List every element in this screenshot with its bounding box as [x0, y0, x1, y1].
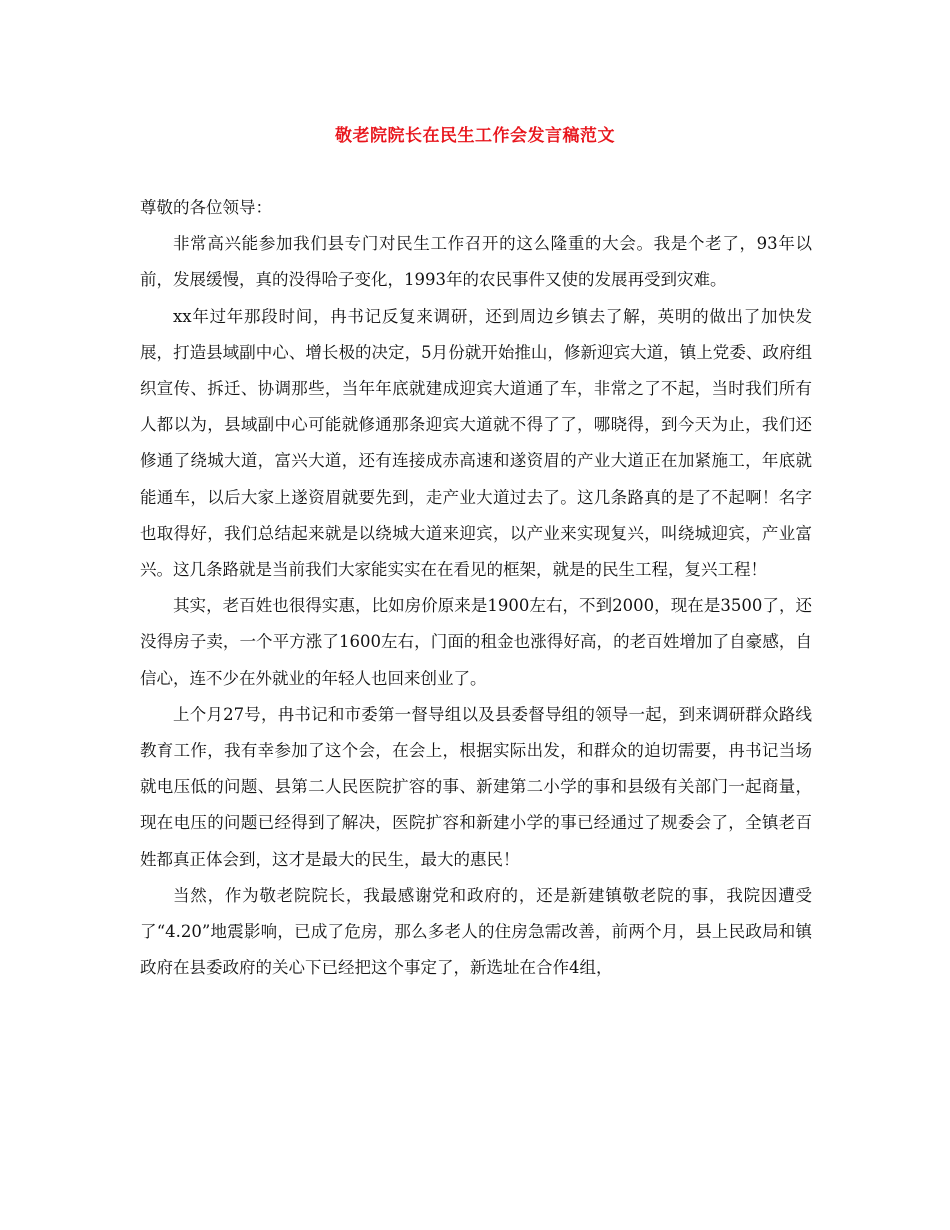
paragraph-4: 上个月27号，冉书记和市委第一督导组以及县委督导组的领导一起，到来调研群众路线教育工作，我有幸参加了这个会，在会上，根据实际出发，和群众的迫切需要，冉书记当场就电压低的问题、县第二人民医院扩容的事、新建第二小学的事和县级有关部门一起商量，现在电压的问题已经得到了解决，医院扩容和新建小学的事已经通过了规委会了，全镇老百姓都真正体会到，这才是最大的民生，最大的惠民！ — [140, 704, 812, 869]
paragraph-3: 其实，老百姓也很得实惠，比如房价原来是1900左右，不到2000，现在是3500了，还没得房子卖，一个平方涨了1600左右，门面的租金也涨得好高，的老百姓增加了自豪感，自信心，连不少在外就业的年轻人也回来创业了。 — [140, 596, 812, 688]
paragraph-5: 当然，作为敬老院院长，我最感谢党和政府的，还是新建镇敬老院的事，我院因遭受了“4.20”地震影响，已成了危房，那么多老人的住房急需改善，前两个月，县上民政局和镇政府在县委政府的关心下已经把这个事定了，新选址在合作4组， — [140, 885, 812, 978]
paragraph-2: xx年过年那段时间，冉书记反复来调研，还到周边乡镇去了解，英明的做出了加快发展，打造县域副中心、增长极的决定，5月份就开始推山，修新迎宾大道，镇上党委、政府组织宣传、拆迁、协调那些，当年年底就建成迎宾大道通了车，非常之了不起，当时我们所有人都以为，县域副中心可能就修通那条迎宾大道就不得了了，哪晓得，到今天为止，我们还修通了绕城大道，富兴大道，还有连接成赤高速和遂资眉的产业大道正在加紧施工，年底就能通车，以后大家上遂资眉就要先到，走产业大道过去了。这几条路真的是了不起啊！名字也取得好，我们总结起来就是以绕城大道来迎宾，以产业来实现复兴，叫绕城迎宾，产业富兴。这几条路就是当前我们大家能实实在在看见的框架，就是的民生工程，复兴工程！ — [140, 306, 812, 580]
document-title: 敬老院院长在民生工作会发言稿范文 — [335, 126, 615, 146]
salutation: 尊敬的各位领导： — [140, 198, 272, 217]
document-body — [140, 190, 812, 986]
paragraph-1: 非常高兴能参加我们县专门对民生工作召开的这么隆重的大会。我是个老了，93年以前，发展缓慢，真的没得哈子变化，1993年的农民事件又使的发展再受到灾难。 — [140, 234, 812, 290]
